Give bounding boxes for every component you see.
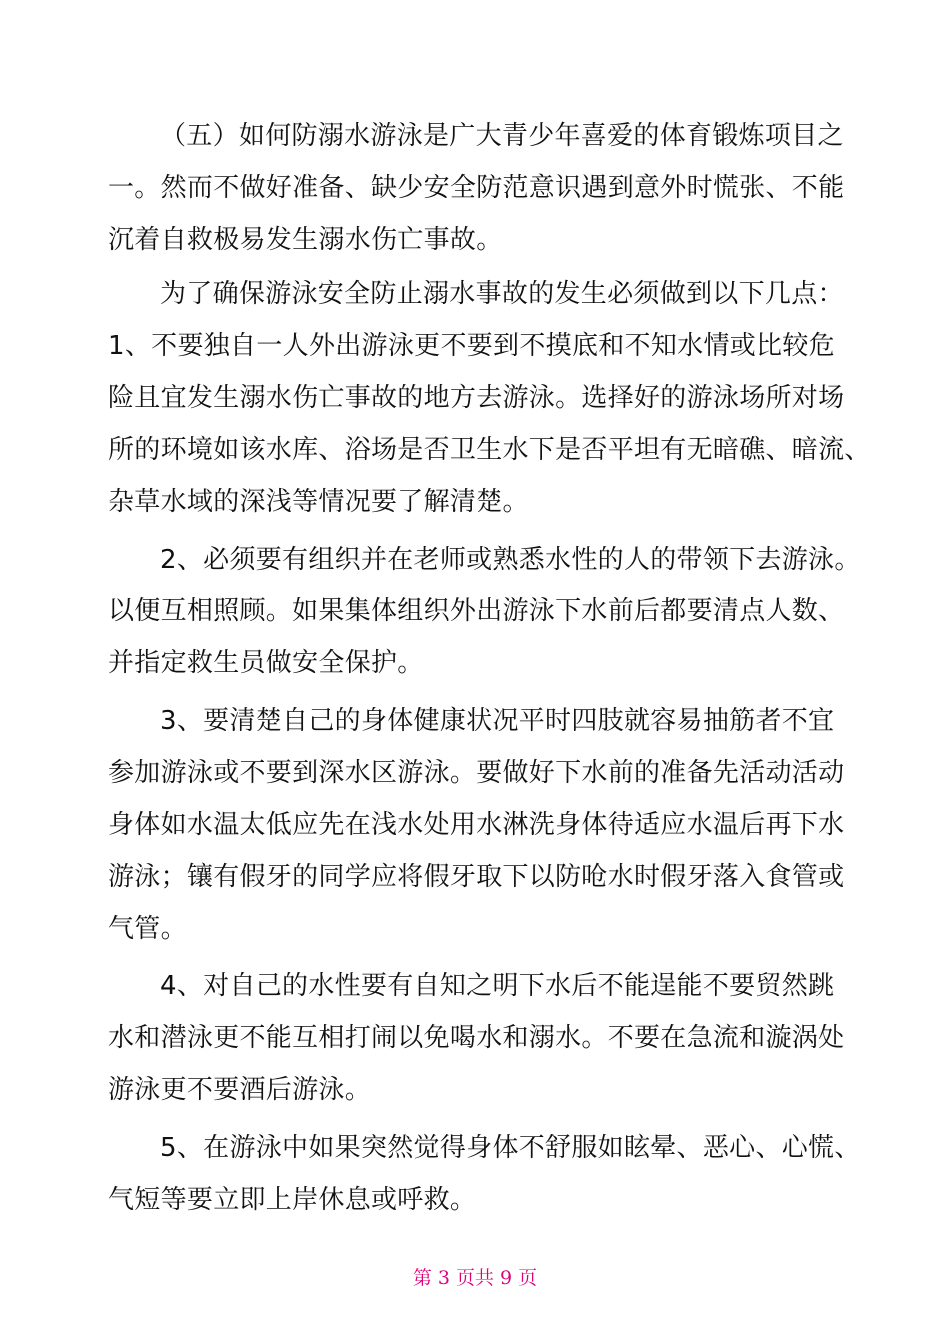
paragraph-4-line-4: 游泳；镶有假牙的同学应将假牙取下以防呛水时假牙落入食管或 bbox=[108, 862, 845, 892]
paragraph-3-line-1: 2、必须要有组织并在老师或熟悉水性的人的带领下去游泳。 bbox=[160, 545, 861, 575]
paragraph-1-line-2: 一。然而不做好准备、缺少安全防范意识遇到意外时慌张、不能 bbox=[108, 173, 845, 203]
paragraph-2-line-4: 所的环境如该水库、浴场是否卫生水下是否平坦有无暗礁、暗流、 bbox=[108, 435, 871, 465]
paragraph-3-line-3: 并指定救生员做安全保护。 bbox=[108, 648, 424, 678]
paragraph-1-line-1: （五）如何防溺水游泳是广大青少年喜爱的体育锻炼项目之 bbox=[160, 121, 844, 151]
paragraph-4-line-1: 3、要清楚自己的身体健康状况平时四肢就容易抽筋者不宜 bbox=[160, 706, 835, 736]
paragraph-2-line-2: 1、不要独自一人外出游泳更不要到不摸底和不知水情或比较危 bbox=[108, 331, 835, 361]
paragraph-5-line-3: 游泳更不要酒后游泳。 bbox=[108, 1075, 372, 1105]
paragraph-3-line-2: 以便互相照顾。如果集体组织外出游泳下水前后都要清点人数、 bbox=[108, 596, 845, 626]
paragraph-4-line-5: 气管。 bbox=[108, 914, 187, 944]
paragraph-2-line-1: 为了确保游泳安全防止溺水事故的发生必须做到以下几点： bbox=[160, 279, 844, 309]
paragraph-2-line-5: 杂草水域的深浅等情况要了解清楚。 bbox=[108, 487, 529, 517]
paragraph-1-line-3: 沉着自救极易发生溺水伤亡事故。 bbox=[108, 225, 503, 255]
paragraph-4-line-3: 身体如水温太低应先在浅水处用水淋洗身体待适应水温后再下水 bbox=[108, 810, 845, 840]
paragraph-5-line-1: 4、对自己的水性要有自知之明下水后不能逞能不要贸然跳 bbox=[160, 971, 835, 1001]
paragraph-4-line-2: 参加游泳或不要到深水区游泳。要做好下水前的准备先活动活动 bbox=[108, 758, 845, 788]
paragraph-2-line-3: 险且宜发生溺水伤亡事故的地方去游泳。选择好的游泳场所对场 bbox=[108, 383, 845, 413]
page-number-footer: 第 3 页共 9 页 bbox=[412, 1267, 538, 1289]
paragraph-6-line-1: 5、在游泳中如果突然觉得身体不舒服如眩晕、恶心、心慌、 bbox=[160, 1133, 861, 1163]
paragraph-6-line-2: 气短等要立即上岸休息或呼救。 bbox=[108, 1185, 477, 1215]
paragraph-5-line-2: 水和潜泳更不能互相打闹以免喝水和溺水。不要在急流和漩涡处 bbox=[108, 1023, 845, 1053]
